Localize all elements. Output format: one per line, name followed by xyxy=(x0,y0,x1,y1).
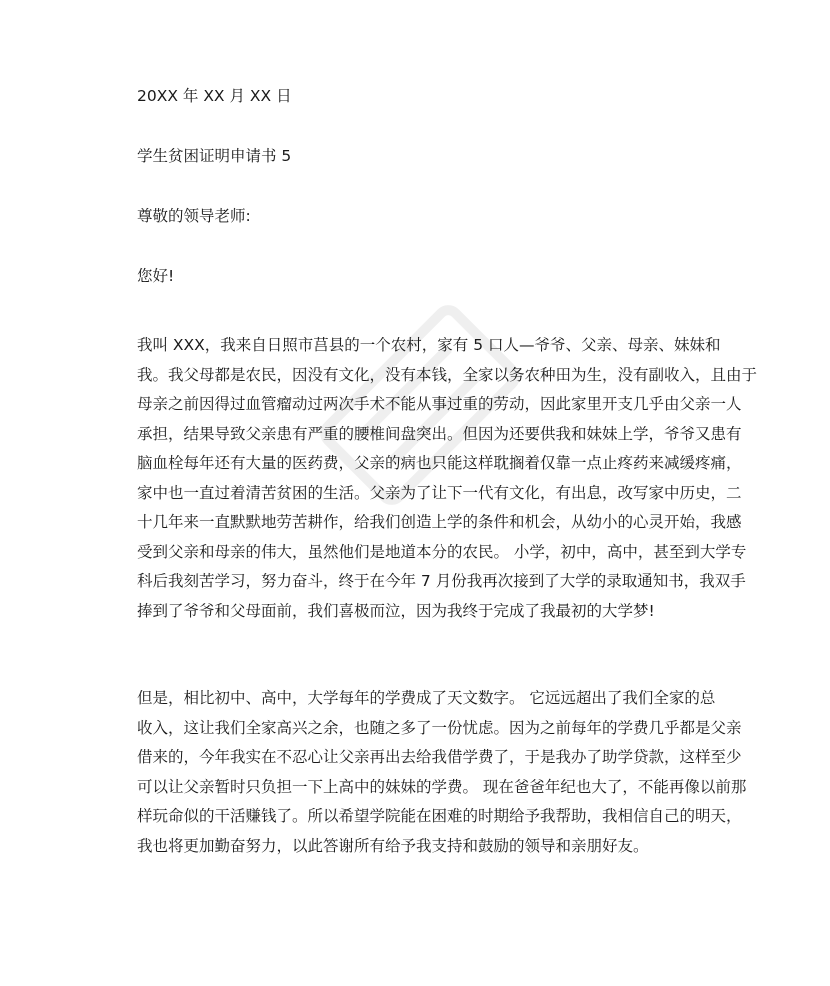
paragraph-1-line: 承担，结果导致父亲患有严重的腰椎间盘突出。但因为还要供我和妹妹上学，爷爷又患有 xyxy=(137,424,742,443)
date-line: 20XX 年 XX 月 XX 日 xyxy=(137,87,292,105)
document-title: 学生贫困证明申请书 5 xyxy=(137,147,292,165)
greeting: 您好! xyxy=(137,267,175,285)
paragraph-1-line: 母亲之前因得过血管瘤动过两次手术不能从事过重的劳动，因此家里开支几乎由父亲一人 xyxy=(137,395,742,413)
paragraph-2-line: 收入，这让我们全家高兴之余，也随之多了一份忧虑。因为之前每年的学费几乎都是父亲 xyxy=(137,718,742,737)
paragraph-1-line: 我叫 XXX，我来自日照市莒县的一个农村，家有 5 口人—爷爷、父亲、母亲、妹妹和 xyxy=(137,336,721,354)
paragraph-1-line: 捧到了爷爷和父母面前，我们喜极而泣，因为我终于完成了我最初的大学梦! xyxy=(137,601,655,620)
paragraph-2 xyxy=(137,684,747,861)
paragraph-2-line: 但是，相比初中、高中，大学每年的学费成了天文数字。 它远远超出了我们全家的总 xyxy=(137,689,716,707)
paragraph-2-line: 可以让父亲暂时只负担一下上高中的妹妹的学费。 现在爸爸年纪也大了，不能再像以前那 xyxy=(137,777,747,796)
paragraph-2-line: 我也将更加勤奋努力，以此答谢所有给予我支持和鼓励的领导和亲朋好友。 xyxy=(137,836,649,855)
paragraph-1-line: 受到父亲和母亲的伟大，虽然他们是地道本分的农民。 小学，初中，高中，甚至到大学专 xyxy=(137,542,747,561)
paragraph-1-line: 十几年来一直默默地劳苦耕作，给我们创造上学的条件和机会，从幼小的心灵开始，我感 xyxy=(137,513,742,531)
paragraph-1-line: 家中也一直过着清苦贫困的生活。父亲为了让下一代有文化，有出息，改写家中历史，二 xyxy=(137,483,742,502)
paragraph-1-line: 科后我刻苦学习，努力奋斗，终于在今年 7 月份我再次接到了大学的录取通知书，我双手 xyxy=(137,572,746,590)
paragraph-1-line: 我。我父母都是农民，因没有文化，没有本钱，全家以务农种田为生，没有副收入，且由于 xyxy=(137,365,758,384)
paragraph-1 xyxy=(137,331,758,626)
paragraph-1-line: 脑血栓每年还有大量的医药费，父亲的病也只能这样耽搁着仅靠一点止疼药来减缓疼痛， xyxy=(137,454,742,472)
paragraph-2-line: 样玩命似的干活赚钱了。所以希望学院能在困难的时期给予我帮助，我相信自己的明天， xyxy=(137,807,742,825)
salutation: 尊敬的领导老师: xyxy=(137,207,251,225)
paragraph-2-line: 借来的，今年我实在不忍心让父亲再出去给我借学费了，于是我办了助学贷款，这样至少 xyxy=(137,748,742,766)
